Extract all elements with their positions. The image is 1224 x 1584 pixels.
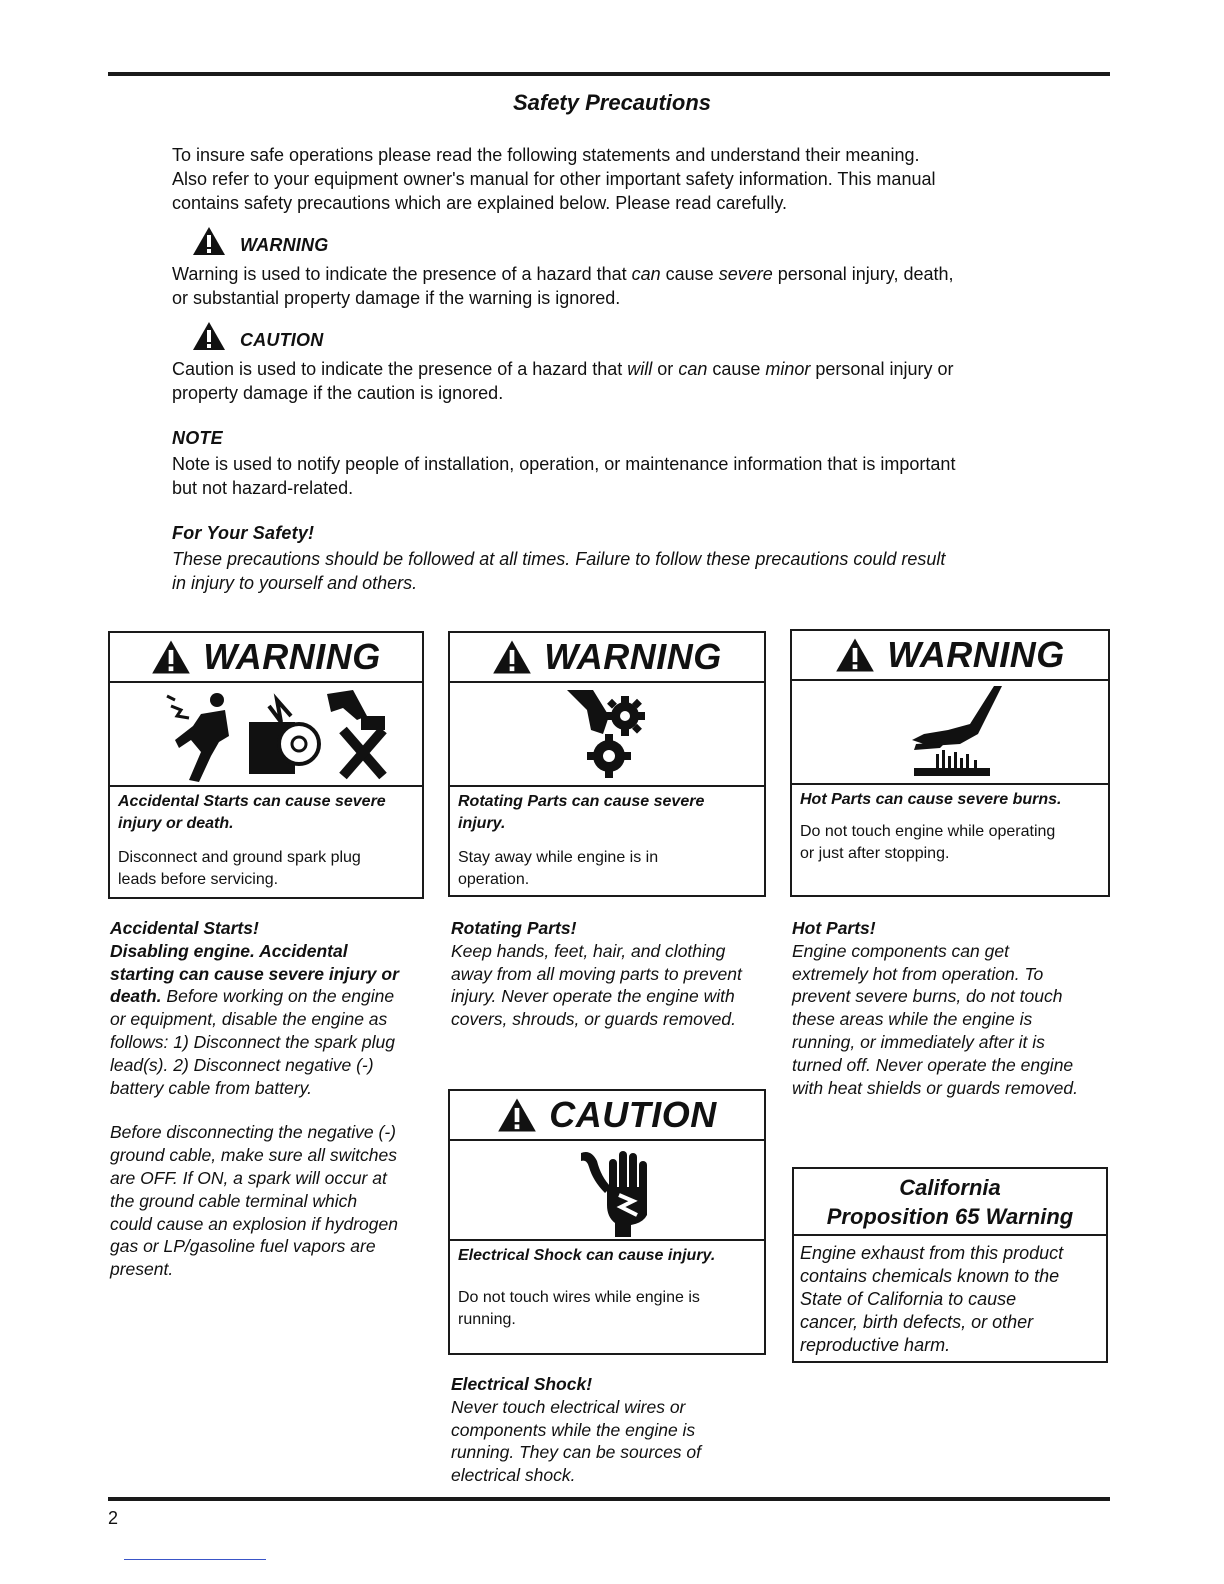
box-text: Electrical Shock can cause injury. Do not touch wires while engine is running. [458, 1247, 716, 1328]
box-text: Hot Parts can cause severe burns. Do not touch engine while operating or just after stopping. [800, 791, 1062, 862]
footer-link-underline [124, 1559, 266, 1560]
caution-def-heading [192, 321, 323, 351]
hot-parts-pictogram [792, 681, 1108, 785]
warning-def-label: WARNING [240, 235, 329, 255]
accidental-start-pictogram [110, 683, 422, 787]
bottom-rule [108, 1497, 1110, 1501]
warning-box-hot-parts [790, 629, 1110, 897]
electrical-shock-pictogram [450, 1141, 764, 1241]
warning-triangle-icon [492, 639, 532, 675]
warning-triangle-icon [192, 226, 226, 256]
prop65-header: California Proposition 65 Warning [794, 1169, 1106, 1236]
hand-heat-icon [890, 684, 1010, 780]
prop65-text: Engine exhaust from this product contains chemicals known to the State of California to cause cancer, birth defects, or other reproductive harm. [800, 1243, 1064, 1355]
caution-triangle-icon [192, 321, 226, 351]
warning-def-heading [192, 226, 328, 256]
hand-gears-icon [547, 686, 667, 782]
shock-person-engine-icon [131, 686, 401, 782]
warning-box-rotating-parts [448, 631, 766, 897]
caution-box-header: CAUTION [450, 1091, 764, 1141]
accidental-starts-text: Accidental Starts! Disabling engine. Accidental starting can cause severe injury or death. Before working on the engine or equipment, disable the engine as follows: 1) Disconnect the spark plug lead(s). 2) Disconnect negative (-) battery cable from battery. Before disconnecting the negative (-) ground cable, make sure all switches are OFF. If ON, a spark will occur at the ground cable terminal which could cause an explosion if hydrogen gas or LP/gasoline fuel vapors are present. [110, 918, 399, 1280]
safety-text: These precautions should be followed at all times. Failure to follow these precautions could result in injury to yourself and others. [172, 549, 946, 593]
warning-box-header: WARNING [792, 631, 1108, 681]
warning-box-accidental-starts [108, 631, 424, 899]
caution-box-electrical-shock [448, 1089, 766, 1355]
warning-def-text: Warning is used to indicate the presence of a hazard that can cause severe personal injury, death, or substantial property damage if the warning is ignored. [172, 264, 954, 308]
hand-lightning-icon [547, 1143, 667, 1237]
page-number: 2 [108, 1508, 119, 1528]
page-title: Safety Precautions [512, 90, 712, 115]
prop65-warning-box [792, 1167, 1108, 1363]
electrical-shock-text: Electrical Shock! Never touch electrical wires or components while the engine is running. They can be sources of electrical shock. [451, 1374, 702, 1486]
hot-parts-text: Hot Parts! Engine components can get extremely hot from operation. To prevent severe burns, do not touch these areas while the engine is running, or immediately after it is turned off. Never operate the engine with heat shields or guards removed. [792, 918, 1078, 1098]
caution-def-label: CAUTION [240, 330, 324, 350]
rotating-parts-text: Rotating Parts! Keep hands, feet, hair, and clothing away from all moving parts to prevent injury. Never operate the engine with covers, shrouds, or guards removed. [451, 918, 742, 1030]
note-def-text: Note is used to notify people of installation, operation, or maintenance information that is important but not hazard-related. [172, 454, 956, 498]
warning-box-header: WARNING [450, 633, 764, 683]
rotating-parts-pictogram [450, 683, 764, 787]
box-text: Accidental Starts can cause severe injury or death. Disconnect and ground spark plug leads before servicing. [118, 793, 386, 888]
intro-paragraph: To insure safe operations please read the following statements and understand their meaning. Also refer to your equipment owner's manual for other important safety information. This manual contains safety precautions which are explained below. Please read carefully. [172, 145, 936, 213]
caution-def-text: Caution is used to indicate the presence of a hazard that will or can cause minor personal injury or property damage if the caution is ignored. [172, 359, 954, 403]
warning-triangle-icon [835, 637, 875, 673]
caution-triangle-icon [497, 1097, 537, 1133]
box-text: Rotating Parts can cause severe injury. Stay away while engine is in operation. [458, 793, 705, 888]
warning-box-header: WARNING [110, 633, 422, 683]
top-rule [108, 72, 1110, 76]
note-def-label: NOTE [172, 428, 223, 448]
safety-label: For Your Safety! [172, 523, 315, 543]
warning-triangle-icon [151, 639, 191, 675]
